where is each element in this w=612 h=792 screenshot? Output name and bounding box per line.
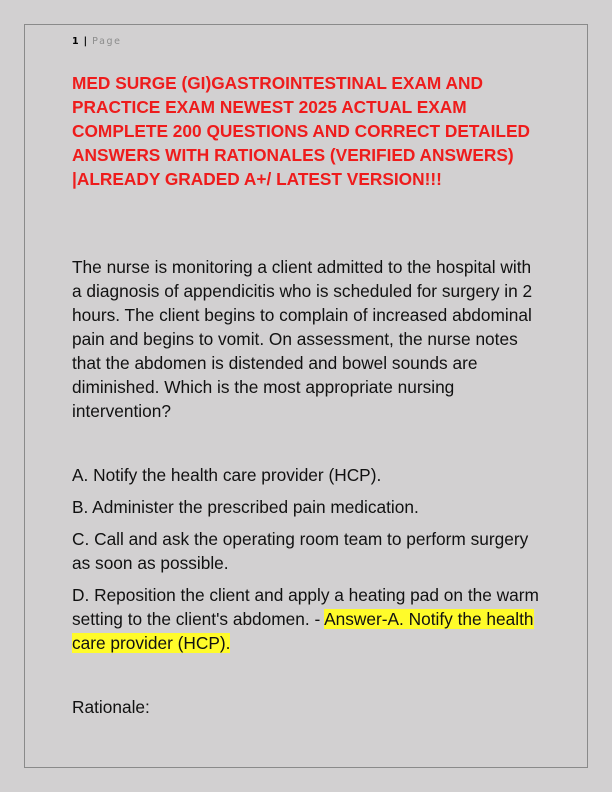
question-block <box>72 255 542 719</box>
page-header <box>72 36 122 47</box>
option-c: C. Call and ask the operating room team to perform surgery as soon as possible. <box>72 529 529 573</box>
page-separator: | <box>83 36 88 47</box>
page-number: 1 <box>72 36 79 47</box>
option-d-text: D. Reposition the client and apply a heating pad on the warm setting to the client's abdomen. - <box>72 585 539 629</box>
option-d <box>72 583 542 655</box>
answer-highlight: Answer-A. Notify the health care provider (HCP). <box>72 609 534 653</box>
document-title: MED SURGE (GI)GASTROINTESTINAL EXAM AND PRACTICE EXAM NEWEST 2025 ACTUAL EXAM COMPLETE 200 QUESTIONS AND CORRECT DETAILED ANSWERS WITH RATIONALES (VERIFIED ANSWERS) |ALREADY GRADED A+/ LATEST VERSION!!! <box>72 73 530 189</box>
option-b: B. Administer the prescribed pain medication. <box>72 497 419 517</box>
rationale-label: Rationale: <box>72 697 150 717</box>
option-a: A. Notify the health care provider (HCP). <box>72 465 382 485</box>
question-text: The nurse is monitoring a client admitted to the hospital with a diagnosis of appendicitis who is scheduled for surgery in 2 hours. The client begins to complain of increased abdominal pain and begins to vomit. On assessment, the nurse notes that the abdomen is distended and bowel sounds are diminished. Which is the most appropriate nursing intervention? <box>72 257 533 421</box>
page-word: Page <box>92 36 122 47</box>
